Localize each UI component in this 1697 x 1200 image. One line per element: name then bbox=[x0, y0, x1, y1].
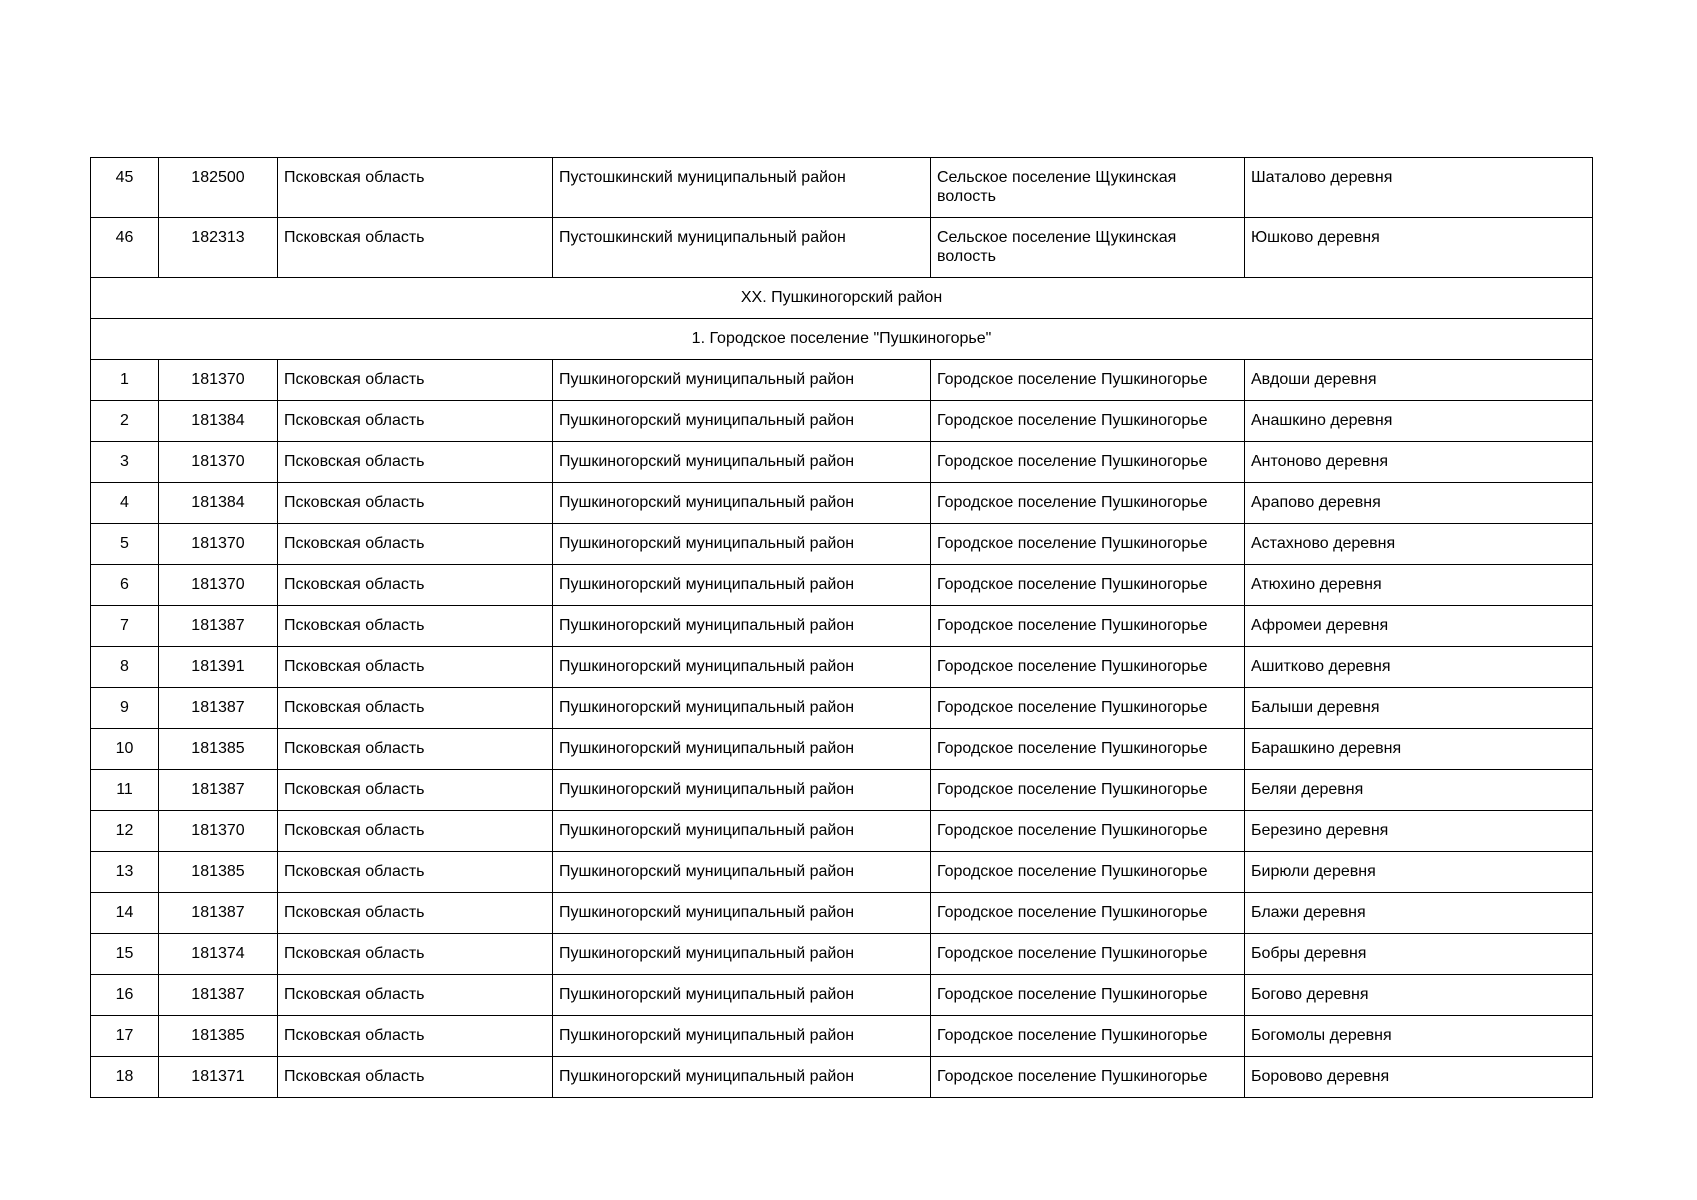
region-cell: Псковская область bbox=[278, 729, 553, 770]
row-number-cell: 15 bbox=[91, 934, 159, 975]
table-row bbox=[91, 218, 1593, 278]
region-cell: Псковская область bbox=[278, 934, 553, 975]
settlement-cell: Городское поселение Пушкиногорье bbox=[931, 442, 1245, 483]
row-number-cell: 6 bbox=[91, 565, 159, 606]
postal-index-cell: 181391 bbox=[159, 647, 278, 688]
locality-cell: Афромеи деревня bbox=[1245, 606, 1593, 647]
locality-cell: Антоново деревня bbox=[1245, 442, 1593, 483]
region-cell: Псковская область bbox=[278, 770, 553, 811]
postal-index-cell: 181387 bbox=[159, 770, 278, 811]
settlement-cell: Городское поселение Пушкиногорье bbox=[931, 729, 1245, 770]
region-cell: Псковская область bbox=[278, 524, 553, 565]
region-cell: Псковская область bbox=[278, 401, 553, 442]
district-cell: Пустошкинский муниципальный район bbox=[553, 218, 931, 278]
locality-cell: Барашкино деревня bbox=[1245, 729, 1593, 770]
settlement-cell: Городское поселение Пушкиногорье bbox=[931, 401, 1245, 442]
region-cell: Псковская область bbox=[278, 647, 553, 688]
table-row bbox=[91, 852, 1593, 893]
subsection-heading-row bbox=[91, 319, 1593, 360]
locality-cell: Балыши деревня bbox=[1245, 688, 1593, 729]
postal-index-cell: 181384 bbox=[159, 401, 278, 442]
table-row bbox=[91, 1057, 1593, 1098]
region-cell: Псковская область bbox=[278, 483, 553, 524]
row-number-cell: 13 bbox=[91, 852, 159, 893]
table-row bbox=[91, 401, 1593, 442]
district-cell: Пушкиногорский муниципальный район bbox=[553, 852, 931, 893]
postal-index-cell: 181370 bbox=[159, 442, 278, 483]
postal-index-cell: 181385 bbox=[159, 1016, 278, 1057]
table-row bbox=[91, 647, 1593, 688]
postal-index-cell: 181387 bbox=[159, 975, 278, 1016]
locality-cell: Арапово деревня bbox=[1245, 483, 1593, 524]
row-number-cell: 8 bbox=[91, 647, 159, 688]
row-number-cell: 2 bbox=[91, 401, 159, 442]
row-number-cell: 4 bbox=[91, 483, 159, 524]
district-cell: Пушкиногорский муниципальный район bbox=[553, 401, 931, 442]
settlement-cell: Городское поселение Пушкиногорье bbox=[931, 852, 1245, 893]
postal-index-cell: 181385 bbox=[159, 729, 278, 770]
locality-cell: Богомолы деревня bbox=[1245, 1016, 1593, 1057]
settlement-cell: Городское поселение Пушкиногорье bbox=[931, 524, 1245, 565]
table-row bbox=[91, 770, 1593, 811]
postal-index-cell: 181385 bbox=[159, 852, 278, 893]
locality-cell: Березино деревня bbox=[1245, 811, 1593, 852]
region-cell: Псковская область bbox=[278, 975, 553, 1016]
table-row bbox=[91, 975, 1593, 1016]
region-cell: Псковская область bbox=[278, 158, 553, 218]
region-cell: Псковская область bbox=[278, 360, 553, 401]
postal-index-cell: 181387 bbox=[159, 688, 278, 729]
settlement-cell: Сельское поселение Щукинская волость bbox=[931, 158, 1245, 218]
postal-index-cell: 182500 bbox=[159, 158, 278, 218]
region-cell: Псковская область bbox=[278, 565, 553, 606]
row-number-cell: 3 bbox=[91, 442, 159, 483]
region-cell: Псковская область bbox=[278, 1057, 553, 1098]
table-row bbox=[91, 483, 1593, 524]
settlement-cell: Сельское поселение Щукинская волость bbox=[931, 218, 1245, 278]
row-number-cell: 9 bbox=[91, 688, 159, 729]
subsection-title: 1. Городское поселение "Пушкиногорье" bbox=[91, 319, 1593, 360]
table-row bbox=[91, 565, 1593, 606]
section-title: XX. Пушкиногорский район bbox=[91, 278, 1593, 319]
postal-index-cell: 181370 bbox=[159, 811, 278, 852]
row-number-cell: 16 bbox=[91, 975, 159, 1016]
settlement-cell: Городское поселение Пушкиногорье bbox=[931, 1057, 1245, 1098]
settlement-cell: Городское поселение Пушкиногорье bbox=[931, 934, 1245, 975]
locality-cell: Бобры деревня bbox=[1245, 934, 1593, 975]
settlement-cell: Городское поселение Пушкиногорье bbox=[931, 565, 1245, 606]
locality-cell: Юшково деревня bbox=[1245, 218, 1593, 278]
settlement-cell: Городское поселение Пушкиногорье bbox=[931, 360, 1245, 401]
postal-index-cell: 181387 bbox=[159, 893, 278, 934]
district-cell: Пушкиногорский муниципальный район bbox=[553, 688, 931, 729]
district-cell: Пушкиногорский муниципальный район bbox=[553, 934, 931, 975]
district-cell: Пушкиногорский муниципальный район bbox=[553, 770, 931, 811]
table-body bbox=[91, 158, 1593, 1098]
district-cell: Пушкиногорский муниципальный район bbox=[553, 1016, 931, 1057]
locality-cell: Астахново деревня bbox=[1245, 524, 1593, 565]
settlement-cell: Городское поселение Пушкиногорье bbox=[931, 770, 1245, 811]
locality-cell: Шаталово деревня bbox=[1245, 158, 1593, 218]
table-row bbox=[91, 934, 1593, 975]
row-number-cell: 12 bbox=[91, 811, 159, 852]
settlement-cell: Городское поселение Пушкиногорье bbox=[931, 1016, 1245, 1057]
locality-cell: Атюхино деревня bbox=[1245, 565, 1593, 606]
settlement-cell: Городское поселение Пушкиногорье bbox=[931, 483, 1245, 524]
district-cell: Пушкиногорский муниципальный район bbox=[553, 606, 931, 647]
locality-cell: Боровово деревня bbox=[1245, 1057, 1593, 1098]
locality-cell: Анашкино деревня bbox=[1245, 401, 1593, 442]
postal-index-cell: 182313 bbox=[159, 218, 278, 278]
row-number-cell: 11 bbox=[91, 770, 159, 811]
row-number-cell: 5 bbox=[91, 524, 159, 565]
district-cell: Пушкиногорский муниципальный район bbox=[553, 442, 931, 483]
region-cell: Псковская область bbox=[278, 1016, 553, 1057]
district-cell: Пушкиногорский муниципальный район bbox=[553, 565, 931, 606]
row-number-cell: 14 bbox=[91, 893, 159, 934]
region-cell: Псковская область bbox=[278, 893, 553, 934]
district-cell: Пушкиногорский муниципальный район bbox=[553, 360, 931, 401]
row-number-cell: 18 bbox=[91, 1057, 159, 1098]
postal-index-cell: 181384 bbox=[159, 483, 278, 524]
row-number-cell: 17 bbox=[91, 1016, 159, 1057]
district-cell: Пушкиногорский муниципальный район bbox=[553, 524, 931, 565]
row-number-cell: 46 bbox=[91, 218, 159, 278]
region-cell: Псковская область bbox=[278, 218, 553, 278]
table-row bbox=[91, 729, 1593, 770]
postal-index-cell: 181370 bbox=[159, 524, 278, 565]
table-row bbox=[91, 811, 1593, 852]
district-cell: Пушкиногорский муниципальный район bbox=[553, 975, 931, 1016]
settlement-cell: Городское поселение Пушкиногорье bbox=[931, 975, 1245, 1016]
district-cell: Пушкиногорский муниципальный район bbox=[553, 893, 931, 934]
row-number-cell: 45 bbox=[91, 158, 159, 218]
table-row bbox=[91, 360, 1593, 401]
row-number-cell: 10 bbox=[91, 729, 159, 770]
settlement-cell: Городское поселение Пушкиногорье bbox=[931, 811, 1245, 852]
row-number-cell: 7 bbox=[91, 606, 159, 647]
region-cell: Псковская область bbox=[278, 852, 553, 893]
table-row bbox=[91, 893, 1593, 934]
postal-index-cell: 181370 bbox=[159, 360, 278, 401]
settlement-cell: Городское поселение Пушкиногорье bbox=[931, 647, 1245, 688]
district-cell: Пушкиногорский муниципальный район bbox=[553, 811, 931, 852]
table-row bbox=[91, 158, 1593, 218]
table-row bbox=[91, 442, 1593, 483]
settlement-cell: Городское поселение Пушкиногорье bbox=[931, 688, 1245, 729]
locality-cell: Блажи деревня bbox=[1245, 893, 1593, 934]
table-row bbox=[91, 606, 1593, 647]
row-number-cell: 1 bbox=[91, 360, 159, 401]
postal-index-cell: 181387 bbox=[159, 606, 278, 647]
district-cell: Пушкиногорский муниципальный район bbox=[553, 729, 931, 770]
district-cell: Пустошкинский муниципальный район bbox=[553, 158, 931, 218]
region-cell: Псковская область bbox=[278, 811, 553, 852]
table-row bbox=[91, 524, 1593, 565]
region-cell: Псковская область bbox=[278, 688, 553, 729]
postal-index-cell: 181370 bbox=[159, 565, 278, 606]
district-cell: Пушкиногорский муниципальный район bbox=[553, 647, 931, 688]
region-cell: Псковская область bbox=[278, 442, 553, 483]
locality-cell: Богово деревня bbox=[1245, 975, 1593, 1016]
district-cell: Пушкиногорский муниципальный район bbox=[553, 483, 931, 524]
settlement-cell: Городское поселение Пушкиногорье bbox=[931, 893, 1245, 934]
postal-index-cell: 181374 bbox=[159, 934, 278, 975]
settlements-table bbox=[90, 157, 1593, 1098]
region-cell: Псковская область bbox=[278, 606, 553, 647]
table-row bbox=[91, 688, 1593, 729]
locality-cell: Бирюли деревня bbox=[1245, 852, 1593, 893]
section-heading-row bbox=[91, 278, 1593, 319]
locality-cell: Ашитково деревня bbox=[1245, 647, 1593, 688]
settlement-cell: Городское поселение Пушкиногорье bbox=[931, 606, 1245, 647]
postal-index-cell: 181371 bbox=[159, 1057, 278, 1098]
district-cell: Пушкиногорский муниципальный район bbox=[553, 1057, 931, 1098]
locality-cell: Авдоши деревня bbox=[1245, 360, 1593, 401]
table-row bbox=[91, 1016, 1593, 1057]
locality-cell: Беляи деревня bbox=[1245, 770, 1593, 811]
